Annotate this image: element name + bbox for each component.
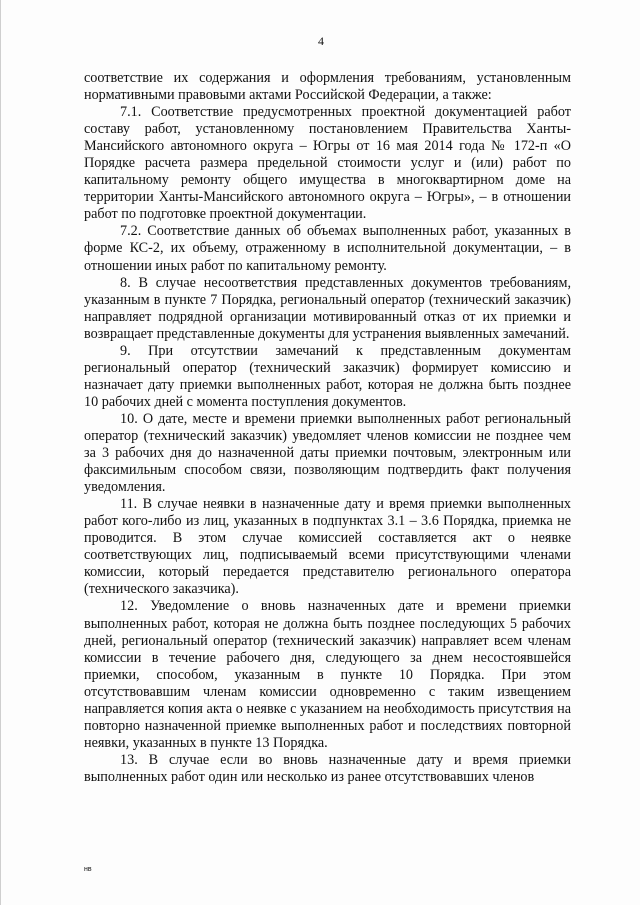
paragraph-intro: соответствие их содержания и оформления требованиям, установленным нормативными правовыми актами Российской Федерации, а также: — [84, 70, 571, 104]
paragraph-7-2: 7.2. Соответствие данных об объемах выполненных работ, указанных в форме КС-2, их объему, отраженному в исполнительной документации, – в отношении иных работ по капитальному ремонту. — [84, 223, 571, 274]
paragraph-12: 12. Уведомление о вновь назначенных дате и времени приемки выполненных работ, которая не должна быть позднее последующих 5 рабочих дней, региональный оператор (технический заказчик) направляет всем членам комиссии в течение рабочего дня, следующего за днем несостоявшейся приемки, способом, указанным в пункте 10 Порядка. При этом отсутствовавшим членам комиссии одновременно с таким извещением направляется копия акта о неявке с указанием на необходимость присутствия на повторно назначенной приемке выполненных работ и последствиях повторной неявки, указанных в пункте 13 Порядка. — [84, 598, 571, 751]
paragraph-13: 13. В случае если во вновь назначенные дату и время приемки выполненных работ один или несколько из ранее отсутствовавших членов — [84, 751, 571, 785]
paragraph-10: 10. О дате, месте и времени приемки выполненных работ региональный оператор (технический заказчик) уведомляет членов комиссии не позднее чем за 3 рабочих дня до назначенной даты приемки почтовым, электронным или факсимильным способом связи, позволяющим подтвердить факт получения уведомления. — [84, 410, 571, 496]
document-body — [84, 70, 571, 786]
paragraph-8: 8. В случае несоответствия представленных документов требованиям, указанным в пункте 7 Порядка, региональный оператор (технический заказчик) направляет подрядной организации мотивированный отказ от их приемки и возвращает представленные документы для устранения выявленных замечаний. — [84, 274, 571, 342]
paragraph-11: 11. В случае неявки в назначенные дату и время приемки выполненных работ кого-либо из лиц, указанных в подпунктах 3.1 – 3.6 Порядка, приемка не проводится. В этом случае комиссией составляется акт о неявке соответствующих лиц, подписываемый всеми присутствующими членами комиссии, который передается представителю регионального оператора (технического заказчика). — [84, 496, 571, 598]
page-number: 4 — [318, 34, 324, 48]
paragraph-7-1: 7.1. Соответствие предусмотренных проектной документацией работ составу работ, установленному постановлением Правительства Ханты-Мансийского автономного округа – Югры от 16 мая 2014 года № 172-п «О Порядке расчета размера предельной стоимости услуг и (или) работ по капитальному ремонту общего имущества в многоквартирном доме на территории Ханты-Мансийского автономного округа – Югры», – в отношении работ по подготовке проектной документации. — [84, 104, 571, 223]
footer-mark: нв — [84, 866, 92, 873]
paragraph-9: 9. При отсутствии замечаний к представленным документам региональный оператор (технический заказчик) формирует комиссию и назначает дату приемки выполненных работ, которая не должна быть позднее 10 рабочих дней с момента поступления документов. — [84, 342, 571, 410]
